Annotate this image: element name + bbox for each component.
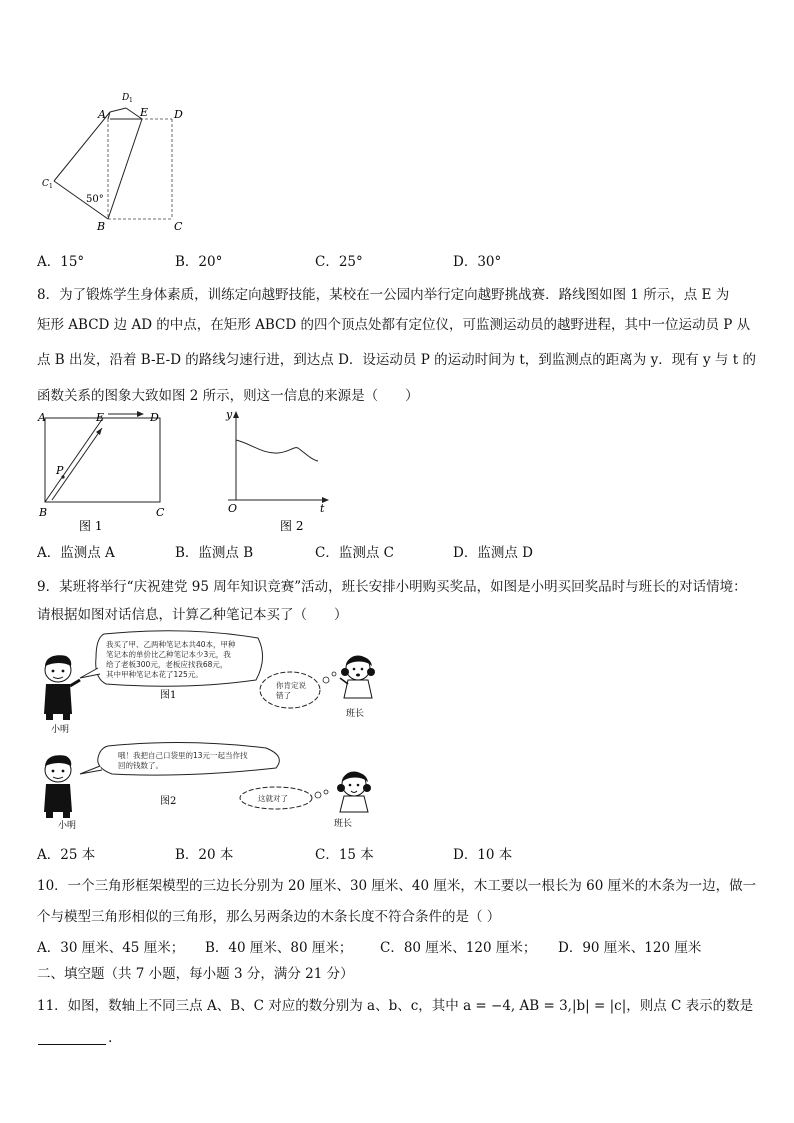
q8-fig1-label-P: P	[56, 464, 64, 477]
q10-option-d: D．90 厘米、120 厘米	[558, 940, 702, 956]
q8-option-b: B．监测点 B	[175, 545, 254, 561]
q9-option-a: A．25 本	[37, 847, 96, 863]
q10-option-b: B．40 厘米、80 厘米；	[205, 940, 353, 956]
q10-text-line-1: 10．一个三角形框架模型的三边长分别为 20 厘米、30 厘米、40 厘米，木工要以一根长为 60 厘米的木条为一边，做一	[37, 878, 757, 894]
q8-text-line-2: 矩形 ABCD 边 AD 的中点，在矩形 ABCD 的四个顶点处都有定位仪，可监测运动员的越野进程，其中一位运动员 P 从	[37, 317, 751, 333]
q10-text-line-2: 个与模型三角形相似的三角形，那么另两条边的木条长度不符合条件的是（ ）	[37, 909, 501, 925]
xiaoming-figure-2	[44, 755, 72, 818]
q8-fig1-label-A: A	[38, 411, 46, 424]
q8-fig1-label-E: E	[96, 411, 105, 424]
q8-text-line-1: 8．为了锻炼学生身体素质，训练定向越野技能，某校在一公园内举行定向越野挑战赛．路线图如图 1 所示，点 E 为	[37, 287, 730, 303]
banzhang-figure-2	[337, 772, 371, 812]
q7-label-D1-sub: 1	[129, 97, 133, 104]
q9-option-d: D．10 本	[453, 847, 513, 863]
q9-option-c: C．15 本	[315, 847, 374, 863]
q9-text-line-2: 请根据如图对话信息，计算乙种笔记本买了（ ）	[37, 607, 348, 623]
q7-label-B: B	[97, 220, 106, 233]
q7-option-d: D．30°	[453, 254, 502, 270]
q7-label-D1: D	[122, 93, 130, 103]
banzhang-figure-1	[340, 656, 375, 698]
q9-name-xiaoming-2: 小明	[58, 821, 77, 831]
q9-bubble1-line-2: 笔记本的单价比乙种笔记本少3元，我	[106, 650, 231, 659]
q7-option-b: B．20°	[175, 254, 223, 270]
q7-option-c: C．25°	[315, 254, 363, 270]
q8-fig1-caption: 图 1	[79, 519, 103, 533]
q9-bubble1-line-4: 其中甲种笔记本花了125元。	[106, 670, 203, 679]
q9-reply1-line-1: 你肯定说	[276, 681, 306, 690]
q7-figure	[36, 88, 196, 238]
q9-name-xiaoming-1: 小明	[51, 725, 70, 735]
q7-label-C1: C	[42, 179, 49, 189]
q8-option-d: D．监测点 D	[453, 545, 533, 561]
q11-text-line: 11．如图，数轴上不同三点 A、B、C 对应的数分别为 a、b、c，其中 a = −4, AB = 3,|b| = |c|，则点 C 表示的数是	[37, 998, 754, 1014]
q7-label-angle: 50°	[86, 194, 104, 205]
q9-reply2: 这就对了	[258, 794, 288, 803]
q9-option-b: B．20 本	[175, 847, 234, 863]
q8-figure-1	[36, 408, 176, 536]
q8-fig1-label-B: B	[39, 506, 48, 519]
q9-fig2-caption: 图2	[160, 796, 177, 807]
q9-fig1-caption: 图1	[160, 690, 177, 701]
q7-label-C: C	[174, 220, 183, 233]
q9-name-banzhang-1: 班长	[346, 709, 365, 719]
q8-fig2-label-t: t	[320, 502, 325, 515]
q8-text-line-3: 点 B 出发，沿着 B-E-D 的路线匀速行进，到达点 D．设运动员 P 的运动时间为 t，到监测点的距离为 y．现有 y 与 t 的	[37, 352, 756, 368]
q9-reply1-line-2: 错了	[276, 691, 291, 700]
q8-option-c: C．监测点 C	[315, 545, 394, 561]
section-2-heading: 二、填空题（共 7 小题，每小题 3 分，满分 21 分）	[37, 966, 354, 982]
q8-fig2-label-y: y	[226, 408, 233, 421]
q7-option-a: A．15°	[37, 254, 85, 270]
q8-figure-2	[222, 408, 342, 536]
q9-text-line-1: 9．某班将举行“庆祝建党 95 周年知识竞赛”活动，班长安排小明购买奖品，如图是小明买回奖品时与班长的对话情境：	[37, 579, 747, 595]
q7-label-A: A	[98, 108, 106, 121]
q9-comic	[36, 628, 406, 832]
q8-fig1-label-C: C	[156, 506, 165, 519]
q10-option-a: A．30 厘米、45 厘米；	[37, 940, 185, 956]
q7-label-D: D	[174, 108, 183, 121]
q9-bubble2-line-1: 哦！我把自己口袋里的13元一起当作找	[118, 751, 248, 760]
q11-answer-blank	[38, 1043, 106, 1045]
q9-bubble1-line-1: 我买了甲、乙两种笔记本共40本，甲种	[106, 640, 236, 649]
q10-option-c: C．80 厘米、120 厘米；	[380, 940, 537, 956]
q9-bubble1-line-3: 给了老板300元，老板应找我68元，	[106, 660, 228, 669]
q11-period: .	[108, 1030, 113, 1046]
q8-fig2-caption: 图 2	[280, 519, 304, 533]
q9-bubble2-line-2: 回的钱数了。	[118, 761, 163, 770]
xiaoming-figure-1	[44, 655, 80, 720]
q7-label-C1-sub: 1	[49, 183, 53, 190]
q7-label-E: E	[140, 106, 149, 119]
q8-fig1-label-D: D	[150, 411, 159, 424]
q8-fig2-label-O: O	[228, 502, 238, 515]
q8-option-a: A．监测点 A	[37, 545, 115, 561]
q9-name-banzhang-2: 班长	[334, 819, 353, 829]
q8-text-line-4: 函数关系的图象大致如图 2 所示，则这一信息的来源是（ ）	[37, 388, 419, 404]
